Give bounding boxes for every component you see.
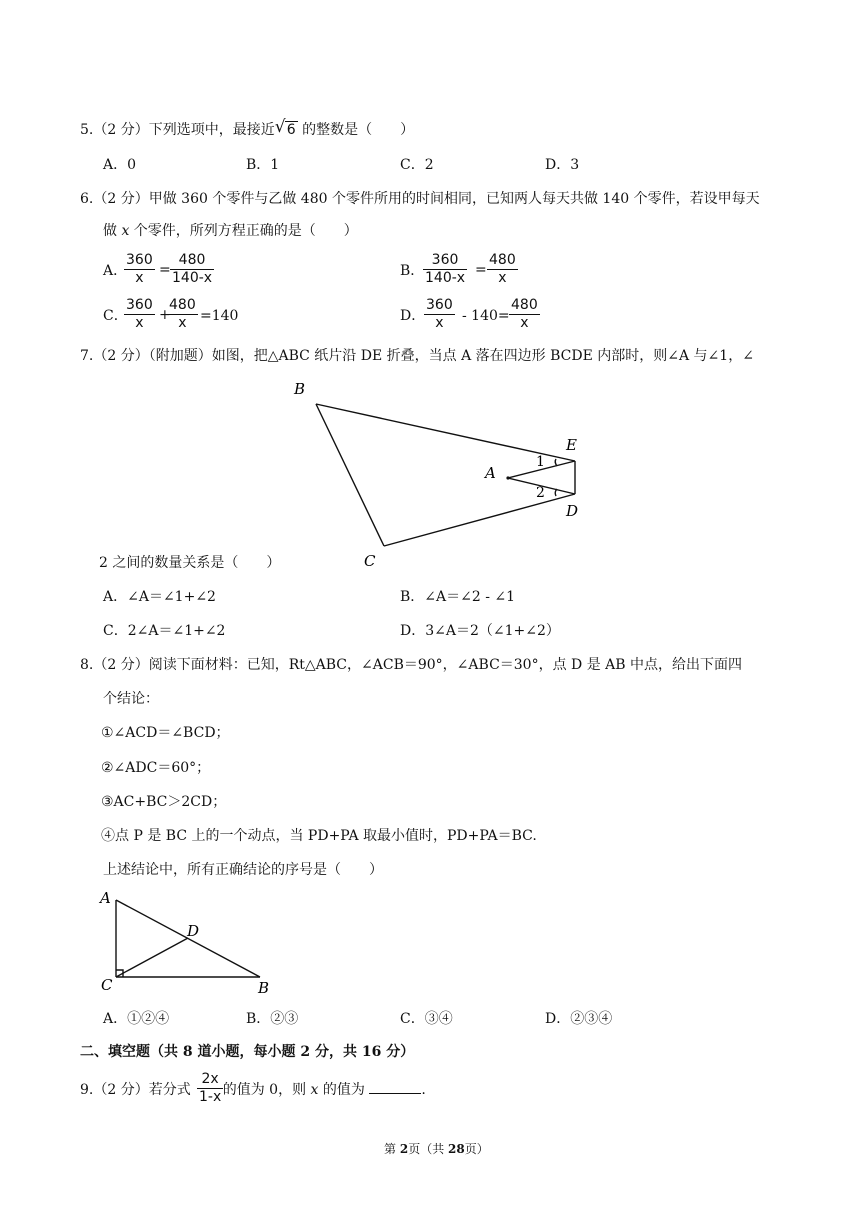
- frac-den: x: [520, 315, 529, 331]
- q8-stem-line1: [80, 656, 742, 674]
- q6-a-eq: =: [159, 262, 171, 278]
- q5-number: 5.: [80, 122, 94, 138]
- frac-num: 480: [489, 252, 516, 268]
- frac-den: 140-x: [425, 270, 466, 286]
- q5-score: （2 分）: [93, 122, 149, 138]
- q6-option-d-label[interactable]: D．: [400, 308, 426, 324]
- q7-line1: （附加题）如图，把△ABC 纸片沿 DE 折叠，当点 A 落在四边形 BCDE 内部时，则∠A 与∠1，∠: [148, 348, 754, 364]
- q9-number: 9.: [80, 1082, 94, 1098]
- q9-answer-blank[interactable]: [369, 1081, 421, 1094]
- q6-line1: 甲做 360 个零件与乙做 480 个零件所用的时间相同，已知两人每天共做 140 个零件，若设甲每天: [148, 191, 760, 207]
- frac-num: 480: [169, 297, 196, 313]
- angle1-arc: [555, 459, 557, 466]
- q9-end: .: [421, 1082, 426, 1098]
- q8-conclusion-1: ①∠ACD＝∠BCD；: [101, 725, 230, 741]
- footer-post: 页）: [464, 1142, 489, 1156]
- triangle-fold-figure: [316, 404, 575, 546]
- frac-den: x: [178, 315, 187, 331]
- label-q8-c: C: [101, 976, 113, 994]
- label-a: A: [485, 464, 496, 482]
- q8-option-c[interactable]: C．③④: [400, 1011, 453, 1027]
- footer-total-pages: 28: [448, 1142, 465, 1156]
- q6-var: x: [121, 223, 130, 239]
- label-angle-2: 2: [536, 485, 545, 501]
- q8-conclusion-4: ④点 P 是 BC 上的一个动点，当 PD+PA 取最小值时，PD+PA＝BC.: [101, 828, 537, 844]
- label-q8-b: B: [258, 979, 270, 997]
- footer-pre: 第: [384, 1142, 400, 1156]
- q7-number: 7.: [80, 348, 94, 364]
- q7-stem-line2: 2 之间的数量关系是（ ）: [99, 555, 281, 571]
- q8-score: （2 分）: [93, 657, 149, 673]
- q6-option-a-label[interactable]: A．: [103, 263, 128, 279]
- angle2-arc: [555, 489, 557, 496]
- frac-num: 480: [511, 297, 538, 313]
- footer-mid: 页（共: [408, 1142, 449, 1156]
- q9-stem: [80, 1081, 426, 1099]
- point-a-dot: [506, 476, 509, 479]
- q8-line1: 阅读下面材料：已知，Rt△ABC，∠ACB＝90°，∠ABC＝30°，点 D 是 AB 中点，给出下面四: [148, 657, 743, 673]
- frac-den: 1-x: [199, 1089, 222, 1105]
- q9-var: x: [310, 1082, 319, 1098]
- q8-number: 8.: [80, 657, 94, 673]
- q9-score: （2 分）: [93, 1082, 149, 1098]
- q5-text-b: 的整数是（ ）: [297, 122, 415, 138]
- q6-score: （2 分）: [93, 191, 149, 207]
- edge-be: [316, 404, 575, 461]
- q9-text-c: 的值为: [318, 1082, 370, 1098]
- q6-option-c-label[interactable]: C．: [103, 308, 128, 324]
- label-c: C: [364, 552, 376, 570]
- q5-sqrt: √ 6: [274, 117, 296, 138]
- q8-option-b[interactable]: B．②③: [246, 1011, 299, 1027]
- frac-den: x: [135, 270, 144, 286]
- footer-page-number: 2: [399, 1142, 409, 1156]
- frac-den: x: [135, 315, 144, 331]
- q5-text-a: 下列选项中，最接近: [148, 122, 275, 138]
- q9-text-a: 若分式: [148, 1082, 191, 1098]
- q6-c-plus: +: [159, 307, 171, 323]
- frac-den: x: [498, 270, 507, 286]
- label-b: B: [294, 380, 306, 398]
- frac-num: 360: [126, 297, 153, 313]
- section-2-heading: 二、填空题（共 8 道小题，每小题 2 分，共 16 分）: [80, 1044, 415, 1060]
- q8-stem-line2: 个结论：: [103, 691, 159, 707]
- q6-d-mid: - 140=: [462, 308, 510, 324]
- q5-option-b[interactable]: B．1: [246, 157, 280, 173]
- edge-bc: [316, 404, 384, 546]
- frac-num: 480: [170, 252, 214, 270]
- label-e: E: [566, 436, 577, 454]
- edge-cd: [116, 938, 188, 977]
- q8-option-a[interactable]: A．①②④: [103, 1011, 170, 1027]
- q6-line2-a: 做: [103, 223, 122, 239]
- frac-num: 360: [426, 297, 453, 313]
- q8-conclusion-3: ③AC+BC＞2CD；: [101, 794, 227, 810]
- frac-den: x: [435, 315, 444, 331]
- q9-text-b: 的值为 0，则: [222, 1082, 311, 1098]
- label-q8-d: D: [187, 922, 200, 940]
- frac-num: 2x: [197, 1071, 223, 1089]
- q7-option-a[interactable]: A．∠A＝∠1+∠2: [103, 589, 216, 605]
- q6-number: 6.: [80, 191, 94, 207]
- label-q8-a: A: [100, 889, 111, 907]
- frac-den: 140-x: [172, 270, 213, 286]
- q7-score: （2 分）: [93, 348, 149, 364]
- q9-frac: [197, 1071, 223, 1106]
- q5-option-c[interactable]: C．2: [400, 157, 434, 173]
- q8-question: 上述结论中，所有正确结论的序号是（ ）: [103, 862, 383, 878]
- q7-option-d[interactable]: D．3∠A＝2（∠1+∠2）: [400, 623, 560, 639]
- q8-conclusion-2: ②∠ADC＝60°；: [101, 760, 211, 776]
- q7-option-c[interactable]: C．2∠A＝∠1+∠2: [103, 623, 226, 639]
- q7-option-b[interactable]: B．∠A＝∠2 - ∠1: [400, 589, 516, 605]
- q5-radicand: 6: [286, 122, 296, 138]
- page-footer: [384, 1140, 489, 1158]
- edge-cd: [384, 494, 575, 546]
- frac-num: 360: [423, 252, 467, 270]
- q6-c-tail: =140: [200, 308, 239, 324]
- q6-option-b-label[interactable]: B．: [400, 263, 425, 279]
- label-angle-1: 1: [536, 454, 545, 470]
- frac-num: 360: [126, 252, 153, 268]
- q8-option-d[interactable]: D．②③④: [545, 1011, 613, 1027]
- q5-option-a[interactable]: A．0: [103, 157, 137, 173]
- label-d: D: [566, 502, 579, 520]
- q6-b-eq: =: [475, 262, 487, 278]
- q5-option-d[interactable]: D．3: [545, 157, 580, 173]
- q6-line2-b: 个零件，所列方程正确的是（ ）: [129, 223, 358, 239]
